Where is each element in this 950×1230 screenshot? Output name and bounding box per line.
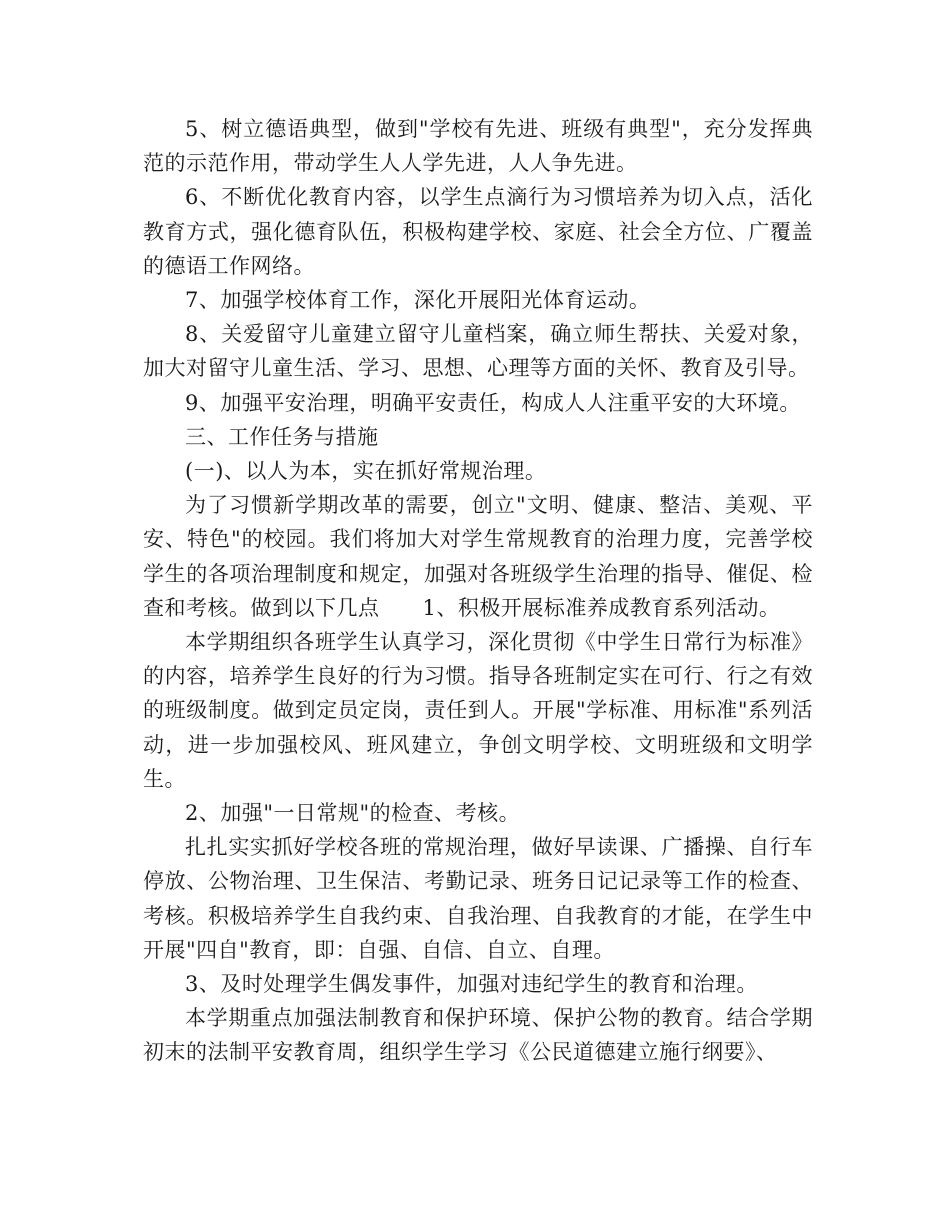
- paragraph-routine-management: 扎扎实实抓好学校各班的常规治理，做好早读课、广播操、自行车停放、公物治理、卫生保洁、考勤记录、班务日记记录等工作的检查、考核。积极培养学生自我约束、自我治理、自我教育的才能，在学生中开展"四自"教育，即：自强、自信、自立、自理。: [143, 835, 813, 962]
- paragraph-item-8: 8、关爱留守儿童建立留守儿童档案，确立师生帮扶、关爱对象，加大对留守儿童生活、学习、思想、心理等方面的关怀、教育及引导。: [143, 322, 813, 381]
- paragraph-item-7: 7、加强学校体育工作，深化开展阳光体育运动。: [185, 288, 651, 313]
- section-heading-3: 三、工作任务与措施: [185, 424, 379, 449]
- paragraph-item-3-heading: 3、及时处理学生偶发事件，加强对违纪学生的教育和治理。: [185, 972, 758, 997]
- paragraph-legal-education: 本学期重点加强法制教育和保护环境、保护公物的教育。结合学期初末的法制平安教育周，组织学生学习《公民道德建立施行纲要》、: [143, 1006, 813, 1065]
- paragraph-study-standards: 本学期组织各班学生认真学习，深化贯彻《中学生日常行为标准》的内容，培养学生良好的行为习惯。指导各班制定实在可行、行之有效的班级制度。做到定员定岗，责任到人。开展"学标准、用标准"系列活动，进一步加强校风、班风建立，争创文明学校、文明班级和文明学生。: [143, 630, 813, 791]
- paragraph-item-2-heading: 2、加强"一日常规"的检查、考核。: [185, 801, 521, 826]
- paragraph-item-5: 5、树立德语典型，做到"学校有先进、班级有典型"，充分发挥典范的示范作用，带动学生人人学先进，人人争先进。: [143, 117, 813, 176]
- paragraph-item-6: 6、不断优化教育内容，以学生点滴行为习惯培养为切入点，活化教育方式，强化德育队伍，积极构建学校、家庭、社会全方位、广覆盖的德语工作网络。: [143, 185, 813, 278]
- document-page: [143, 112, 813, 1070]
- paragraph-intro: 为了习惯新学期改革的需要，创立"文明、健康、整洁、美观、平安、特色"的校园。我们将加大对学生常规教育的治理力度，完善学校学生的各项治理制度和规定，加强对各班级学生治理的指导、催促、检查和考核。做到以下几点 1、积极开展标准养成教育系列活动。: [143, 493, 813, 620]
- paragraph-item-9: 9、加强平安治理，明确平安责任，构成人人注重平安的大环境。: [185, 390, 801, 415]
- subsection-heading-1: (一)、以人为本，实在抓好常规治理。: [185, 459, 547, 484]
